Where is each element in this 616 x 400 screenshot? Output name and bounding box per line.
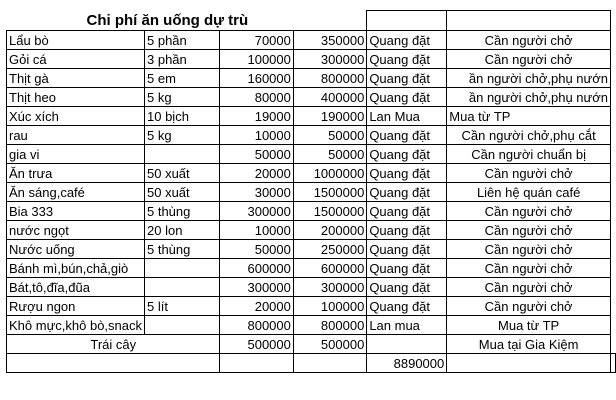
total-cell[interactable]: 600000 <box>293 259 366 278</box>
item-cell[interactable]: Nước uống <box>7 240 145 259</box>
table-row <box>7 88 616 107</box>
total-cell[interactable]: 200000 <box>293 221 366 240</box>
qty-cell[interactable] <box>145 259 220 278</box>
qty-cell[interactable]: 5 kg <box>145 88 220 107</box>
note-cell[interactable]: ần người chở,phụ nướn <box>447 88 611 107</box>
qty-cell[interactable]: 50 xuất <box>145 183 220 202</box>
table-row <box>7 164 616 183</box>
qty-cell[interactable]: 10 bịch <box>145 107 220 126</box>
item-cell[interactable]: rau <box>7 126 145 145</box>
total-cell[interactable]: 250000 <box>293 240 366 259</box>
table-row <box>7 316 616 335</box>
qty-cell[interactable] <box>145 145 220 164</box>
ordered-by-cell[interactable]: Quang đặt <box>367 221 447 240</box>
note-cell[interactable]: Mua từ TP <box>447 316 611 335</box>
qty-cell[interactable]: 5 em <box>145 69 220 88</box>
ordered-by-cell[interactable] <box>367 335 447 354</box>
item-cell[interactable]: gia vi <box>7 145 145 164</box>
price-cell[interactable]: 160000 <box>220 69 293 88</box>
total-cell[interactable]: 300000 <box>293 278 366 297</box>
total-cell[interactable]: 400000 <box>293 88 366 107</box>
table-row <box>7 221 616 240</box>
table-row <box>7 202 616 221</box>
ordered-by-cell[interactable]: Quang đặt <box>367 297 447 316</box>
qty-cell[interactable]: 5 kg <box>145 126 220 145</box>
empty-cell[interactable] <box>611 354 616 373</box>
ordered-by-cell[interactable]: Quang đặt <box>367 69 447 88</box>
qty-cell[interactable]: 50 xuất <box>145 164 220 183</box>
item-cell[interactable]: Rượu ngon <box>7 297 145 316</box>
price-cell[interactable]: 70000 <box>220 31 293 50</box>
table-row <box>7 259 616 278</box>
note-cell[interactable]: Cần người chở <box>447 164 611 183</box>
ordered-by-cell[interactable]: Quang đặt <box>367 202 447 221</box>
note-cell[interactable]: Cần người chở <box>447 297 611 316</box>
grand-total-row <box>7 354 616 373</box>
price-cell[interactable]: 20000 <box>220 164 293 183</box>
total-cell[interactable]: 1500000 <box>293 202 366 221</box>
ordered-by-cell[interactable]: Quang đặt <box>367 88 447 107</box>
grand-total-cell[interactable]: 8890000 <box>367 354 447 373</box>
title-row <box>7 11 616 31</box>
item-cell[interactable]: Thịt gà <box>7 69 145 88</box>
note-cell[interactable]: Cần người chở,phụ cắt <box>447 126 611 145</box>
empty-cell[interactable] <box>447 354 611 373</box>
qty-cell[interactable]: 5 lít <box>145 297 220 316</box>
table-row <box>7 126 616 145</box>
empty-cell[interactable] <box>447 11 611 31</box>
price-cell[interactable]: 30000 <box>220 183 293 202</box>
ordered-by-cell[interactable]: Quang đặt <box>367 164 447 183</box>
table-row <box>7 297 616 316</box>
table-row <box>7 335 616 354</box>
total-cell[interactable]: 500000 <box>293 335 366 354</box>
total-cell[interactable]: 300000 <box>293 50 366 69</box>
price-cell[interactable]: 300000 <box>220 278 293 297</box>
table-row <box>7 31 616 50</box>
item-cell[interactable]: Gỏi cá <box>7 50 145 69</box>
item-cell[interactable]: Trái cây <box>7 335 220 354</box>
expense-table <box>6 10 616 373</box>
ordered-by-cell[interactable]: Quang đặt <box>367 240 447 259</box>
empty-cell[interactable] <box>7 354 220 373</box>
item-cell[interactable]: nước ngọt <box>7 221 145 240</box>
ordered-by-cell[interactable]: Quang đặt <box>367 50 447 69</box>
qty-cell[interactable] <box>145 278 220 297</box>
qty-cell[interactable] <box>145 316 220 335</box>
item-cell[interactable]: Bánh mì,bún,chả,giò <box>7 259 145 278</box>
empty-cell[interactable] <box>220 354 293 373</box>
price-cell[interactable]: 800000 <box>220 316 293 335</box>
price-cell[interactable]: 600000 <box>220 259 293 278</box>
ordered-by-cell[interactable]: Quang đặt <box>367 259 447 278</box>
ordered-by-cell[interactable]: Lan mua <box>367 316 447 335</box>
total-cell[interactable]: 100000 <box>293 297 366 316</box>
qty-cell[interactable]: 3 phần <box>145 50 220 69</box>
price-cell[interactable]: 300000 <box>220 202 293 221</box>
total-cell[interactable]: 1000000 <box>293 164 366 183</box>
sheet-title: Chi phí ăn uống dự trù <box>7 11 367 31</box>
ordered-by-cell[interactable]: Quang đặt <box>367 145 447 164</box>
qty-cell[interactable]: 5 thùng <box>145 240 220 259</box>
note-cell[interactable]: Cần người chở <box>447 259 611 278</box>
note-cell[interactable]: Mua tại Gia Kiệm <box>447 335 611 354</box>
price-cell[interactable]: 80000 <box>220 88 293 107</box>
table-row <box>7 240 616 259</box>
item-cell[interactable]: Khô mực,khô bò,snack <box>7 316 145 335</box>
item-cell[interactable]: Thịt heo <box>7 88 145 107</box>
note-cell[interactable]: Liên hệ quán café <box>447 183 611 202</box>
ordered-by-cell[interactable]: Quang đặt <box>367 183 447 202</box>
item-cell[interactable]: Xúc xích <box>7 107 145 126</box>
table-row <box>7 50 616 69</box>
spreadsheet <box>6 10 616 373</box>
price-cell[interactable]: 50000 <box>220 145 293 164</box>
note-cell[interactable]: ần người chở,phụ nướn <box>447 69 611 88</box>
table-row <box>7 69 616 88</box>
total-cell[interactable]: 350000 <box>293 31 366 50</box>
ordered-by-cell[interactable]: Quang đặt <box>367 126 447 145</box>
qty-cell[interactable]: 5 thùng <box>145 202 220 221</box>
price-cell[interactable]: 100000 <box>220 50 293 69</box>
total-cell[interactable]: 800000 <box>293 316 366 335</box>
ordered-by-cell[interactable]: Lan Mua <box>367 107 447 126</box>
item-cell[interactable]: Lẩu bò <box>7 31 145 50</box>
price-cell[interactable]: 20000 <box>220 297 293 316</box>
item-cell[interactable]: Ăn trưa <box>7 164 145 183</box>
total-cell[interactable]: 800000 <box>293 69 366 88</box>
note-cell[interactable]: Cần người chở <box>447 202 611 221</box>
ordered-by-cell[interactable]: Quang đặt <box>367 31 447 50</box>
ordered-by-cell[interactable]: Quang đặt <box>367 278 447 297</box>
total-cell[interactable]: 50000 <box>293 145 366 164</box>
total-cell[interactable]: 190000 <box>293 107 366 126</box>
price-cell[interactable]: 10000 <box>220 126 293 145</box>
table-row <box>7 278 616 297</box>
note-cell[interactable]: Cần người chở <box>447 240 611 259</box>
qty-cell[interactable]: 20 lon <box>145 221 220 240</box>
note-cell[interactable]: Cần người chở <box>447 50 611 69</box>
note-cell[interactable]: Cần người chở <box>447 278 611 297</box>
item-cell[interactable]: Bia 333 <box>7 202 145 221</box>
note-cell[interactable]: Cần người chuẩn bị <box>447 145 611 164</box>
item-cell[interactable]: Ăn sáng,café <box>7 183 145 202</box>
table-row <box>7 145 616 164</box>
total-cell[interactable]: 1500000 <box>293 183 366 202</box>
qty-cell[interactable]: 5 phần <box>145 31 220 50</box>
price-cell[interactable]: 10000 <box>220 221 293 240</box>
price-cell[interactable]: 50000 <box>220 240 293 259</box>
empty-cell[interactable] <box>367 11 447 31</box>
total-cell[interactable]: 50000 <box>293 126 366 145</box>
empty-cell[interactable] <box>293 354 366 373</box>
price-cell[interactable]: 500000 <box>220 335 293 354</box>
table-row <box>7 107 616 126</box>
price-cell[interactable]: 19000 <box>220 107 293 126</box>
note-cell[interactable]: Mua từ TP <box>447 107 611 126</box>
note-cell[interactable]: Cần người chở <box>447 31 611 50</box>
table-row <box>7 183 616 202</box>
note-cell[interactable]: Cần người chở <box>447 221 611 240</box>
item-cell[interactable]: Bát,tô,đĩa,đũa <box>7 278 145 297</box>
